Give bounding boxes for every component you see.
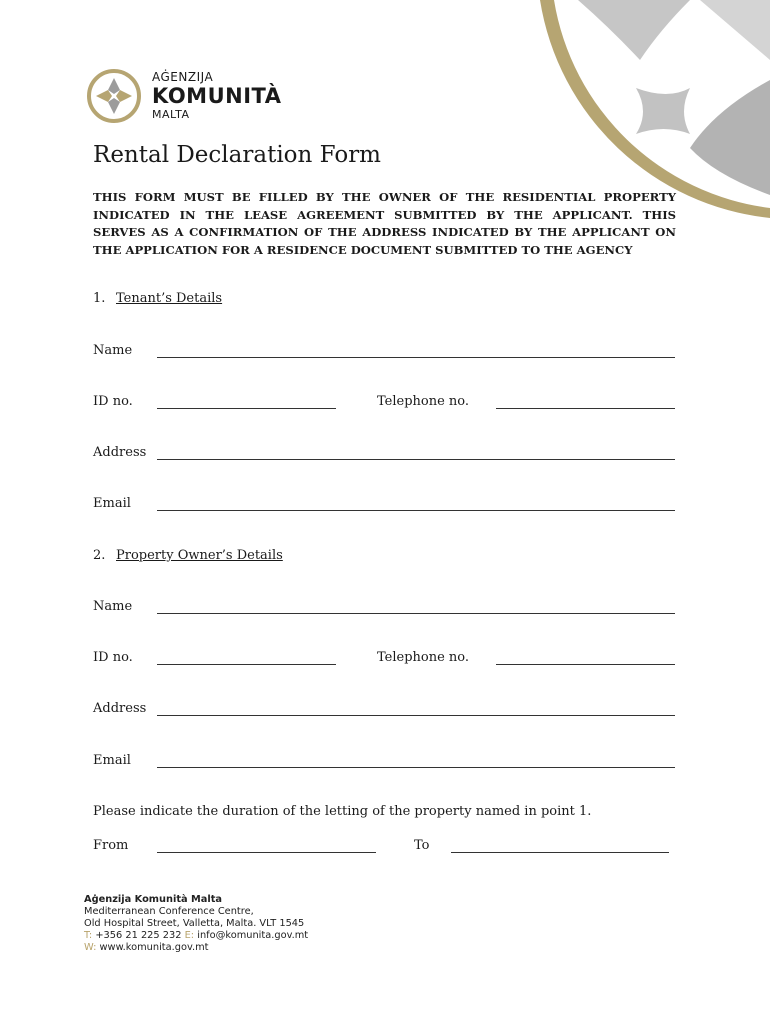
tenant-address-label: Address xyxy=(93,445,147,460)
form-notice: THIS FORM MUST BE FILLED BY THE OWNER OF THE RESIDENTIAL PROPERTY INDICATED IN THE LEASE AGREEMENT SUBMITTED BY THE APPLICANT. THIS SERVES AS A CONFIRMATION OF THE ADDRESS INDICATED BY THE APPLICANT ON THE APPLICATION FOR A RESIDENCE DOCUMENT SUBMITTED TO THE AGENCY xyxy=(93,190,676,257)
owner-name-field[interactable] xyxy=(157,613,675,614)
footer-org: Aġenzija Komunità Malta xyxy=(84,894,223,905)
tenant-address-field[interactable] xyxy=(157,459,675,460)
footer-web-line xyxy=(84,942,308,954)
owner-name-label: Name xyxy=(93,599,133,614)
duration-to-label: To xyxy=(414,838,430,853)
footer-web[interactable]: www.komunita.gov.mt xyxy=(99,942,209,953)
footer-contact xyxy=(84,894,308,954)
section-tenant-heading xyxy=(93,291,222,306)
section-number: 1. xyxy=(93,291,106,306)
footer-address-line-1: Mediterranean Conference Centre, xyxy=(84,906,254,917)
tenant-id-label: ID no. xyxy=(93,394,133,409)
duration-from-field[interactable] xyxy=(157,852,376,853)
footer-email[interactable]: info@komunita.gov.mt xyxy=(197,930,309,941)
section-number: 2. xyxy=(93,548,106,563)
agency-logo-icon xyxy=(86,68,142,124)
owner-email-field[interactable] xyxy=(157,767,675,768)
section-owner-heading xyxy=(93,548,283,563)
duration-from-label: From xyxy=(93,838,129,853)
owner-address-label: Address xyxy=(93,701,147,716)
phone-prefix: T: xyxy=(84,930,93,941)
duration-prompt: Please indicate the duration of the letting of the property named in point 1. xyxy=(93,804,592,819)
section-label: Property Owner’s Details xyxy=(116,548,283,563)
tenant-name-field[interactable] xyxy=(157,357,675,358)
footer-phone: +356 21 225 232 xyxy=(95,930,182,941)
tenant-id-field[interactable] xyxy=(157,408,336,409)
owner-telephone-label: Telephone no. xyxy=(377,650,470,665)
footer-phone-email-line xyxy=(84,930,308,942)
logo-line-2: KOMUNITÀ xyxy=(152,84,282,108)
owner-id-label: ID no. xyxy=(93,650,133,665)
owner-id-field[interactable] xyxy=(157,664,336,665)
logo-line-3: MALTA xyxy=(152,108,190,121)
owner-address-field[interactable] xyxy=(157,715,675,716)
email-prefix: E: xyxy=(184,930,195,941)
owner-email-label: Email xyxy=(93,753,131,768)
agency-logo-wordmark xyxy=(152,70,281,121)
duration-to-field[interactable] xyxy=(451,852,669,853)
form-title: Rental Declaration Form xyxy=(93,142,381,168)
tenant-telephone-label: Telephone no. xyxy=(377,394,470,409)
tenant-email-field[interactable] xyxy=(157,510,675,511)
tenant-telephone-field[interactable] xyxy=(496,408,675,409)
section-label: Tenant’s Details xyxy=(116,291,223,306)
footer-address-line-2: Old Hospital Street, Valletta, Malta. VLT 1545 xyxy=(84,918,305,929)
tenant-email-label: Email xyxy=(93,496,131,511)
owner-telephone-field[interactable] xyxy=(496,664,675,665)
logo-line-1: AĠENZIJA xyxy=(152,70,214,84)
web-prefix: W: xyxy=(84,942,97,953)
tenant-name-label: Name xyxy=(93,343,133,358)
